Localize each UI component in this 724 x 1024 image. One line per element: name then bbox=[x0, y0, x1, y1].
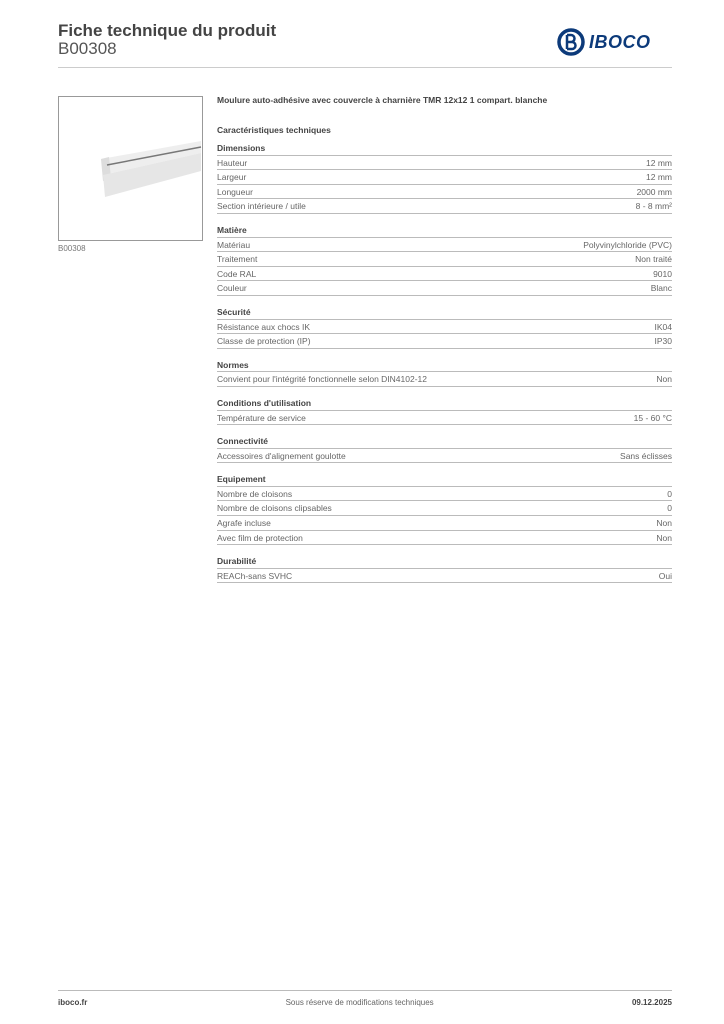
spec-value: 0 bbox=[667, 503, 672, 514]
spec-value: 2000 mm bbox=[636, 186, 672, 197]
spec-row bbox=[217, 199, 672, 214]
spec-label: Accessoires d'alignement goulotte bbox=[217, 450, 346, 461]
section-title: Sécurité bbox=[217, 305, 672, 320]
spec-value: Non bbox=[656, 532, 672, 543]
spec-value: 15 - 60 °C bbox=[633, 412, 672, 423]
spec-value: 12 mm bbox=[646, 157, 672, 168]
spec-row bbox=[217, 156, 672, 171]
spec-label: Largeur bbox=[217, 172, 247, 183]
spec-section bbox=[217, 554, 672, 583]
spec-label: Nombre de cloisons clipsables bbox=[217, 503, 332, 514]
spec-label: Agrafe incluse bbox=[217, 518, 271, 529]
spec-value: 9010 bbox=[653, 268, 672, 279]
spec-value: IP30 bbox=[654, 336, 672, 347]
section-title: Durabilité bbox=[217, 554, 672, 569]
spec-section bbox=[217, 358, 672, 387]
spec-row bbox=[217, 501, 672, 516]
footer bbox=[58, 998, 672, 1007]
spec-value: Blanc bbox=[650, 283, 672, 294]
footer-disclaimer: Sous réserve de modifications techniques bbox=[285, 998, 434, 1007]
logo-text: IBOCO bbox=[589, 31, 651, 52]
spec-value: IK04 bbox=[654, 321, 672, 332]
spec-value: 8 - 8 mm² bbox=[635, 201, 672, 212]
spec-label: Résistance aux chocs IK bbox=[217, 321, 311, 332]
spec-section bbox=[217, 305, 672, 349]
spec-label: Code RAL bbox=[217, 268, 257, 279]
footer-website: iboco.fr bbox=[58, 998, 88, 1007]
product-image bbox=[58, 96, 203, 241]
spec-label: Hauteur bbox=[217, 157, 248, 168]
spec-value: Non traité bbox=[635, 254, 672, 265]
iboco-logo bbox=[557, 28, 651, 56]
spec-value: Sans éclisses bbox=[620, 450, 672, 461]
spec-row bbox=[217, 569, 672, 584]
spec-value: 12 mm bbox=[646, 172, 672, 183]
spec-row bbox=[217, 372, 672, 387]
spec-row bbox=[217, 252, 672, 267]
spec-row bbox=[217, 320, 672, 335]
spec-label: Avec film de protection bbox=[217, 532, 303, 543]
product-moulding-icon bbox=[59, 97, 202, 240]
spec-row bbox=[217, 531, 672, 546]
spec-label: Section intérieure / utile bbox=[217, 201, 306, 212]
spec-value: Non bbox=[656, 518, 672, 529]
section-title: Dimensions bbox=[217, 141, 672, 156]
spec-value: Non bbox=[656, 374, 672, 385]
spec-row bbox=[217, 170, 672, 185]
spec-label: Longueur bbox=[217, 186, 253, 197]
image-caption: B00308 bbox=[58, 244, 86, 253]
spec-section bbox=[217, 223, 672, 296]
spec-row bbox=[217, 267, 672, 282]
specs-heading: Caractéristiques techniques bbox=[217, 125, 331, 135]
header-divider bbox=[58, 67, 672, 68]
spec-label: Température de service bbox=[217, 412, 306, 423]
spec-value: Polyvinylchloride (PVC) bbox=[583, 239, 672, 250]
spec-value: 0 bbox=[667, 488, 672, 499]
section-title: Connectivité bbox=[217, 434, 672, 449]
spec-section bbox=[217, 434, 672, 463]
spec-row bbox=[217, 334, 672, 349]
spec-value: Oui bbox=[658, 570, 672, 581]
logo-mark-icon bbox=[557, 28, 585, 56]
spec-row bbox=[217, 281, 672, 296]
section-title: Conditions d'utilisation bbox=[217, 396, 672, 411]
spec-sections bbox=[217, 141, 672, 583]
spec-section bbox=[217, 141, 672, 214]
spec-label: Convient pour l'intégrité fonctionnelle selon DIN4102-12 bbox=[217, 374, 428, 385]
page-title: Fiche technique du produit bbox=[58, 21, 277, 40]
spec-row bbox=[217, 185, 672, 200]
spec-label: Classe de protection (IP) bbox=[217, 336, 311, 347]
section-title: Normes bbox=[217, 358, 672, 373]
product-name: Moulure auto-adhésive avec couvercle à charnière TMR 12x12 1 compart. blanche bbox=[217, 95, 548, 105]
footer-divider bbox=[58, 990, 672, 991]
spec-label: Traitement bbox=[217, 254, 258, 265]
spec-row bbox=[217, 411, 672, 426]
spec-label: Matériau bbox=[217, 239, 251, 250]
spec-sheet bbox=[217, 95, 672, 583]
spec-row bbox=[217, 238, 672, 253]
spec-row bbox=[217, 449, 672, 464]
spec-section bbox=[217, 396, 672, 425]
section-title: Matière bbox=[217, 223, 672, 238]
spec-label: REACh-sans SVHC bbox=[217, 570, 293, 581]
spec-row bbox=[217, 516, 672, 531]
spec-label: Nombre de cloisons bbox=[217, 488, 293, 499]
spec-label: Couleur bbox=[217, 283, 247, 294]
footer-date: 09.12.2025 bbox=[631, 998, 672, 1007]
product-code: B00308 bbox=[58, 39, 117, 58]
spec-section bbox=[217, 472, 672, 545]
section-title: Equipement bbox=[217, 472, 672, 487]
spec-row bbox=[217, 487, 672, 502]
